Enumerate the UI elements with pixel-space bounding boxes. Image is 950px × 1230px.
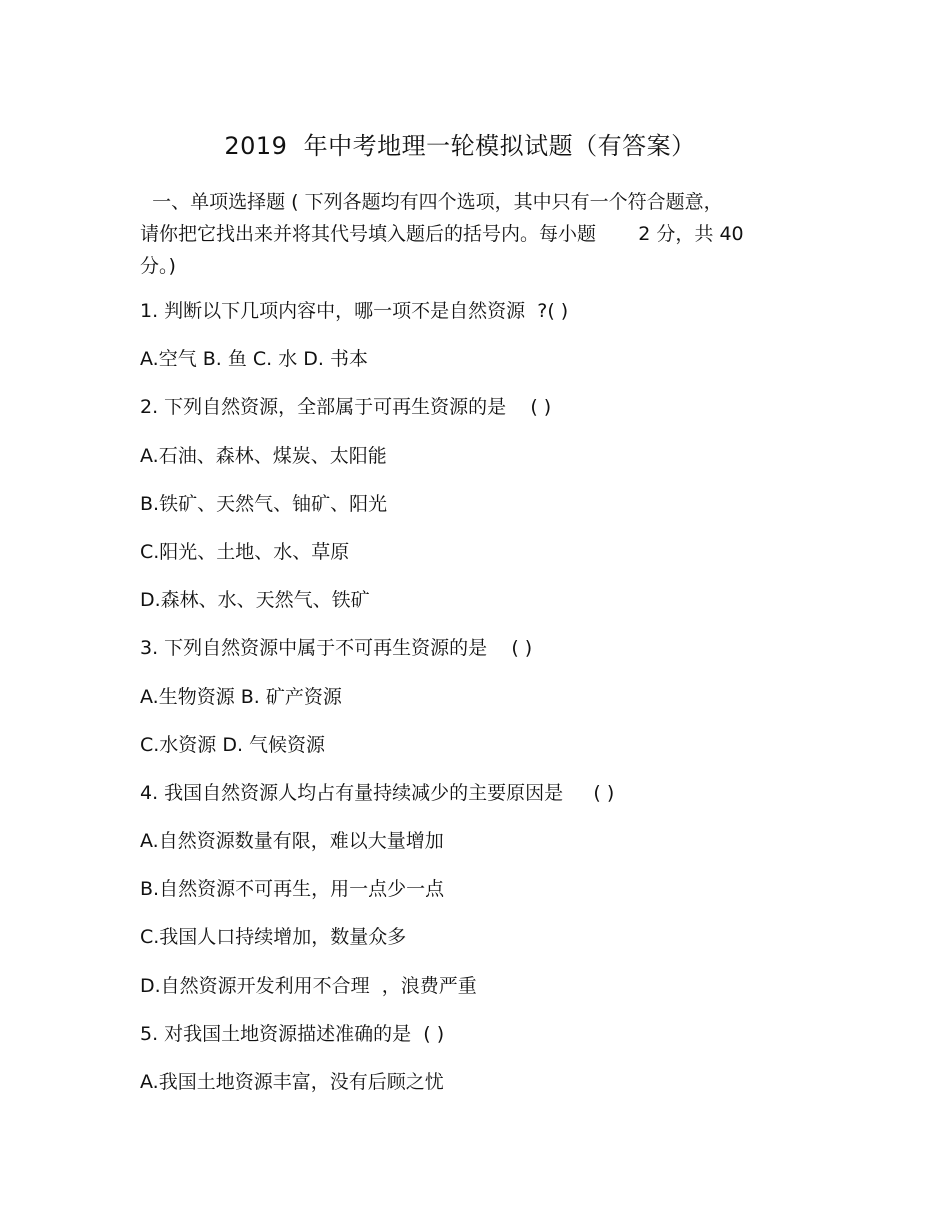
question-2-option-d: D.森林、水、天然气、铁矿 (140, 589, 370, 612)
page-title: 2019 年中考地理一轮模拟试题（有答案） (224, 132, 696, 160)
question-3: 3. 下列自然资源中属于不可再生资源的是 ( ) (140, 637, 533, 660)
question-2-option-c: C.阳光、土地、水、草原 (140, 540, 350, 563)
instruction-line: 分。) (140, 255, 176, 277)
question-4-option-d: D.自然资源开发利用不合理 ，浪费严重 (140, 974, 477, 997)
instruction-line: 请你把它找出来并将其代号填入题后的括号内。每小题 2 分，共 40 (140, 223, 744, 245)
section-instructions (140, 186, 790, 282)
question-2-option-a: A.石油、森林、煤炭、太阳能 (140, 444, 387, 467)
question-list (140, 296, 800, 1115)
question-5-option-a: A.我国土地资源丰富，没有后顾之忧 (140, 1071, 444, 1093)
question-5: 5. 对我国土地资源描述准确的是 ( ) (140, 1022, 445, 1045)
question-1-options: A.空气 B. 鱼 C. 水 D. 书本 (140, 348, 368, 371)
question-1: 1. 判断以下几项内容中，哪一项不是自然资源 ?( ) (140, 300, 569, 322)
question-4-option-a: A.自然资源数量有限，难以大量增加 (140, 830, 444, 853)
question-3-options-ab: A.生物资源 B. 矿产资源 (140, 685, 342, 708)
question-4: 4. 我国自然资源人均占有量持续减少的主要原因是 ( ) (140, 781, 615, 804)
question-2-option-b: B.铁矿、天然气、铀矿、阳光 (140, 492, 388, 515)
instruction-line: 一、单项选择题 ( 下列各题均有四个选项，其中只有一个符合题意， (140, 191, 723, 213)
question-3-options-cd: C.水资源 D. 气候资源 (140, 733, 326, 756)
question-2: 2. 下列自然资源，全部属于可再生资源的是 ( ) (140, 396, 552, 419)
question-4-option-c: C.我国人口持续增加，数量众多 (140, 926, 407, 949)
question-4-option-b: B.自然资源不可再生，用一点少一点 (140, 878, 445, 901)
